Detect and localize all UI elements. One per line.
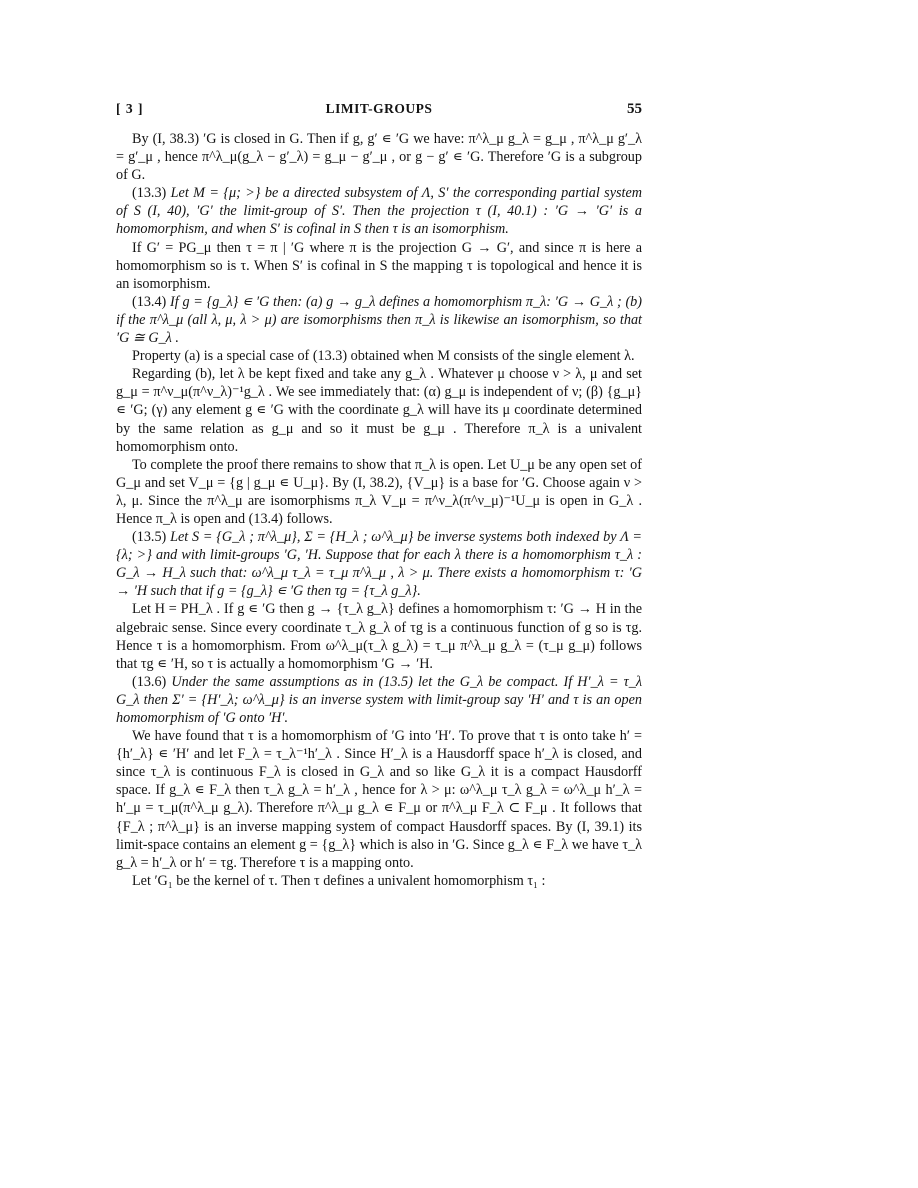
paragraph-homomorphism-proof: Let H = PH_λ . If g ∊ ′G then g → {τ_λ g_λ} defines a homomorphism τ: ′G → H in the algebraic sense. Since every coordinate τ_λ g_λ of τg is a continuous function of g so is τg. Hence τ is a homomorphism. From ω^λ_μ(τ_λ g_λ) = τ_μ π^λ_μ g_λ = (τ_μ g_μ) follows that τg ∊ ′H, so τ is actually a homomorphism ′G → ′H. [116,601,642,672]
theorem-label: (13.5) [132,529,167,546]
theorem-13-6 [116,673,642,727]
theorem-label: (13.3) [132,185,167,202]
running-header [116,100,642,120]
theorem-label: (13.4) [132,293,167,310]
theorem-text: Under the same assumptions as in (13.5) let the G_λ be compact. If H′_λ = τ_λ G_λ then Σ′ = {H′_λ; ω^λ_μ} is an inverse system with limit-group say ′H′ and τ is an open homomorphism of ′G onto ′H′. [116,673,642,726]
section-number: [ 3 ] [116,101,144,116]
paragraph-regarding-b: Regarding (b), let λ be kept fixed and take any g_λ . Whatever μ choose ν > λ, μ and set g_μ = π^ν_μ(π^ν_λ)⁻¹g_λ . We see immediately that: (α) g_μ is independent of ν; (β) {g_μ} ∊ ′G; (γ) any element g ∊ ′G with the coordinate g_λ will have its μ coordinate determined by the same relation as g_μ and so it must be g_μ . Therefore π_λ is a univalent homomorphism onto. [116,366,642,455]
theorem-13-4 [116,293,642,347]
theorem-13-3 [116,184,642,238]
paragraph-property-a: Property (a) is a special case of (13.3) obtained when M consists of the single element λ. [132,348,635,365]
theorem-text: Let S = {G_λ ; π^λ_μ}, Σ = {H_λ ; ω^λ_μ} be inverse systems both indexed by Λ = {λ; >} and with limit-groups ′G, ′H. Suppose that for each λ there is a homomorphism τ_λ : G_λ → H_λ such that: ω^λ_μ τ_λ = τ_μ π^λ_μ , λ > μ. There exists a homomorphism τ: ′G → ′H such that if g = {g_λ} ∊ ′G then τg = {τ_λ g_λ}. [116,529,642,600]
paragraph-onto-proof: We have found that τ is a homomorphism of ′G into ′H′. To prove that τ is onto take h′ = {h′_λ} ∊ ′H′ and let F_λ = τ_λ⁻¹h′_λ . Since H′_λ is a Hausdorff space h′_λ is closed, and since τ_λ is continuous F_λ is closed in G_λ and so like G_λ it is a compact Hausdorff space. If g_λ ∊ F_λ then τ_λ g_λ = h′_λ , hence for λ > μ: ω^λ_μ τ_λ g_λ = ω^λ_μ h′_λ = h′_μ = τ_μ(π^λ_μ g_λ). Therefore π^λ_μ g_λ ∊ F_μ or π^λ_μ F_λ ⊂ F_μ . It follows that {F_λ ; π^λ_μ} is an inverse mapping system of compact Hausdorff spaces. By (I, 39.1) its limit-space contains an element g = {g_λ} which is also in ′G. Since g_λ ∊ F_λ we have τ_λ g_λ = h′_λ or h′ = τg. Therefore τ is a mapping onto. [116,728,642,871]
theorem-text: Let M = {μ; >} be a directed subsystem of Λ, S′ the corresponding partial system of S (I, 40), ′G′ the limit-group of S′. Then the projection τ (I, 40.1) : ′G → ′G′ is a homomorphism, and when S′ is cofinal in S then τ is an isomorphism. [116,185,643,238]
paragraph-projection: If G′ = PG_μ then τ = π | ′G where π is the projection G → G′, and since π is here a homomorphism so is τ. When S′ is cofinal in S the mapping τ is topological and hence it is an isomorphism. [116,239,642,292]
paragraph-subgroup: By (I, 38.3) ′G is closed in G. Then if g, g′ ∊ ′G we have: π^λ_μ g_λ = g_μ , π^λ_μ g′_λ = g′_μ , hence π^λ_μ(g_λ − g′_λ) = g_μ − g′_μ , or g − g′ ∊ ′G. Therefore ′G is a subgroup of G. [116,131,642,184]
theorem-13-5 [116,528,642,600]
theorem-text: If g = {g_λ} ∊ ′G then: (a) g → g_λ defines a homomorphism π_λ: ′G → G_λ ; (b) if the π^λ_μ (all λ, μ, λ > μ) are isomorphisms then π_λ is likewise an isomorphism, so that ′G ≅ G_λ . [116,293,642,347]
paragraph-kernel: Let ′G₁ be the kernel of τ. Then τ defines a univalent homomorphism τ₁ : [132,872,546,889]
theorem-label: (13.6) [132,673,167,690]
page-number: 55 [627,101,642,117]
paragraph-open-proof: To complete the proof there remains to show that π_λ is open. Let U_μ be any open set of G_μ and set V_μ = {g | g_μ ∊ U_μ}. By (I, 38.2), {V_μ} is a base for ′G. Choose again ν > λ, μ. Since the π^λ_μ are isomorphisms π_λ V_μ = π^ν_λ(π^ν_μ)⁻¹U_μ is open in G_λ . Hence π_λ is open and (13.4) follows. [116,456,642,527]
running-title: LIMIT-GROUPS [325,101,433,116]
book-page [116,100,642,890]
